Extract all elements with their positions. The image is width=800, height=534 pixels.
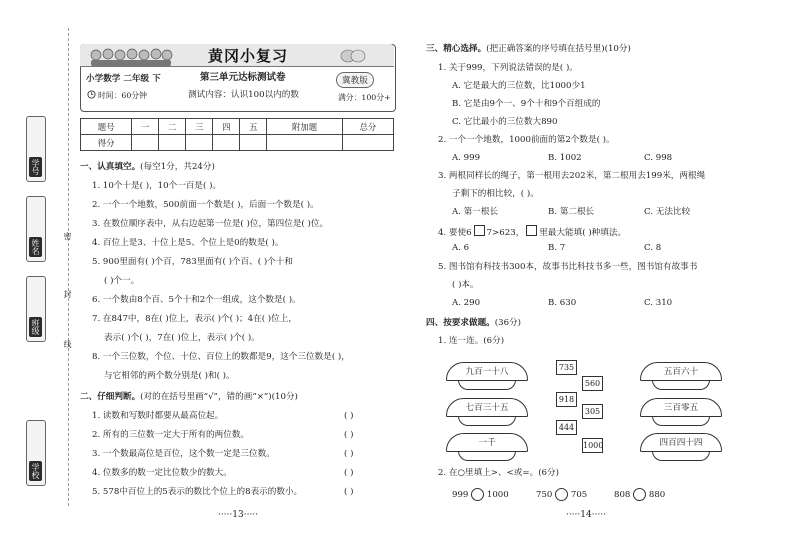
answer-paren[interactable]: ( ) — [344, 449, 354, 459]
digit-box[interactable] — [474, 225, 485, 236]
q4-prefix: 4. 要使6 — [438, 228, 472, 238]
choice-option: C. 998 — [644, 153, 673, 163]
score-header-cell: 题号 — [81, 119, 132, 135]
choice-option: C. 无法比较 — [644, 207, 691, 217]
score-cell[interactable] — [213, 135, 240, 151]
choice-option: B. 它是由9个一、9个十和9个百组成的 — [452, 99, 601, 109]
seal-char: 密 — [63, 232, 72, 240]
number-card[interactable]: 305 — [582, 404, 603, 419]
compare-circle[interactable] — [555, 488, 568, 501]
fill-item: 7. 在847中，8在( )位上，表示( )个( )；4在( )位上， — [92, 314, 297, 324]
connect-question: 1. 连一连。(6分) — [438, 336, 505, 346]
section-3-note: (把正确答案的序号填在括号里)(10分) — [486, 44, 631, 54]
word-card[interactable]: 五百六十 — [640, 362, 722, 381]
judge-item: 3. 一个数最高位是百位，这个数一定是三位数。 — [92, 449, 275, 459]
choice-option: B. 第二根长 — [548, 207, 595, 217]
fill-item-cont: 表示( )个( )，7在( )位上，表示( )个( )。 — [104, 333, 260, 343]
student-id-tab — [26, 116, 46, 182]
word-card[interactable]: 一千 — [446, 433, 528, 452]
school-tab — [26, 420, 46, 486]
judge-item: 2. 所有的三位数一定大于所有的两位数。 — [92, 430, 250, 440]
word-card[interactable]: 七百三十五 — [446, 398, 528, 417]
compare-item — [536, 488, 587, 501]
choice-question-cont: 子剩下的相比较，( )。 — [452, 189, 539, 199]
judge-item: 1. 读数和写数时都要从最高位起。 — [92, 411, 224, 421]
word-card[interactable]: 九百一十八 — [446, 362, 528, 381]
full-score: 满分：100分+ — [338, 93, 391, 102]
compare-question: 2. 在○里填上>、<或=。(6分) — [438, 468, 559, 478]
q4-middle: 7>623， — [486, 228, 525, 238]
choice-option: B. 1002 — [548, 153, 582, 163]
class-tab — [26, 276, 46, 342]
choice-option: A. 第一根长 — [452, 207, 499, 217]
score-header-cell: 五 — [240, 119, 267, 135]
balloon-icon — [338, 49, 368, 65]
fill-item: 4. 百位上是3、十位上是5、个位上是0的数是( )。 — [92, 238, 284, 248]
score-table — [80, 118, 394, 151]
score-header-cell: 四 — [213, 119, 240, 135]
time-label: 时间：60分钟 — [98, 91, 147, 100]
section-3-heading — [426, 44, 631, 55]
subject-label: 小学数学 二年级 下 — [86, 74, 161, 84]
fill-item: 5. 900里面有( )个百，783里面有( )个百、( )个十和 — [92, 257, 293, 267]
judge-item: 4. 位数多的数一定比位数少的数大。 — [92, 468, 232, 478]
fill-item: 1. 10个十是( )，10个一百是( )。 — [92, 181, 222, 191]
version-badge: 冀教版 — [336, 72, 374, 88]
number-card[interactable]: 444 — [556, 420, 577, 435]
choice-question — [438, 225, 626, 239]
compare-right: 1000 — [486, 490, 509, 500]
section-3-title: 三、精心选择。 — [426, 44, 487, 54]
class-label: 班级 — [31, 319, 40, 335]
word-card-base — [458, 380, 516, 390]
number-card[interactable]: 918 — [556, 392, 577, 407]
unit-title: 第三单元达标测试卷 — [200, 72, 286, 83]
page-number-value: 13 — [232, 510, 244, 520]
section-4-title: 四、按要求做题。 — [426, 318, 495, 328]
choice-option: A. 290 — [452, 298, 481, 308]
seal-char: 封 — [63, 290, 72, 298]
compare-right: 880 — [648, 490, 666, 500]
score-header-cell: 一 — [132, 119, 159, 135]
choice-option: B. 630 — [548, 298, 577, 308]
score-cell[interactable] — [132, 135, 159, 151]
word-card[interactable]: 四百四十四 — [640, 433, 722, 452]
score-header-cell: 附加题 — [267, 119, 342, 135]
judge-item: 5. 578中百位上的5表示的数比个位上的8表示的数小。 — [92, 487, 303, 497]
score-header-cell: 总分 — [342, 119, 393, 135]
choice-option: C. 8 — [644, 243, 662, 253]
compare-circle[interactable] — [633, 488, 646, 501]
word-card-base — [652, 380, 710, 390]
choice-option: A. 999 — [452, 153, 481, 163]
fill-item-cont: ( )个一。 — [104, 276, 140, 286]
word-card[interactable]: 三百零五 — [640, 398, 722, 417]
score-header-cell: 三 — [186, 119, 213, 135]
section-2-note: (对的在括号里画“√”，错的画“×”)(10分) — [140, 392, 298, 402]
choice-question: 1. 关于999，下列说法错误的是( )。 — [438, 63, 578, 73]
score-cell[interactable] — [240, 135, 267, 151]
choice-question-cont: ( )本。 — [452, 280, 479, 290]
word-card-base — [458, 451, 516, 461]
compare-left: 750 — [536, 490, 553, 500]
compare-item — [452, 488, 509, 501]
choice-question: 5. 图书馆有科技书300本，故事书比科技书多一些，图书馆有故事书 — [438, 262, 698, 272]
section-1-note: (每空1分，共24分) — [140, 162, 215, 172]
compare-left: 808 — [614, 490, 631, 500]
seal-char: 线 — [63, 340, 72, 348]
score-cell[interactable] — [267, 135, 342, 151]
score-cell[interactable] — [186, 135, 213, 151]
score-cell[interactable] — [342, 135, 393, 151]
choice-option: A. 6 — [452, 243, 470, 253]
word-card-base — [458, 416, 516, 426]
compare-circle[interactable] — [471, 488, 484, 501]
fill-item: 8. 一个三位数，个位、十位、百位上的数都是9，这个三位数是( )， — [92, 352, 350, 362]
name-tab — [26, 196, 46, 262]
choice-option: C. 它比最小的三位数大890 — [452, 117, 558, 127]
fill-item: 3. 在数位顺序表中，从右边起第一位是( )位，第四位是( )位。 — [92, 219, 329, 229]
answer-paren[interactable]: ( ) — [344, 468, 354, 478]
answer-paren[interactable]: ( ) — [344, 430, 354, 440]
choice-option: C. 310 — [644, 298, 673, 308]
choice-option: A. 它是最大的三位数，比1000少1 — [452, 81, 586, 91]
name-label: 姓名 — [31, 239, 40, 255]
section-1-heading — [80, 162, 215, 173]
page-number-left: ·····13····· — [217, 510, 259, 520]
section-1-title: 一、认真填空。 — [80, 162, 141, 172]
brand-title: 黄冈小复习 — [208, 47, 289, 65]
test-content: 测试内容：认识100以内的数 — [188, 90, 299, 100]
fill-item-cont: 与它相邻的两个数分别是( )和( )。 — [104, 371, 235, 381]
score-cell[interactable] — [159, 135, 186, 151]
digit-box[interactable] — [526, 225, 537, 236]
fill-item: 6. 一个数由8个百、5个十和2个一组成，这个数是( )。 — [92, 295, 301, 305]
section-4-heading — [426, 318, 521, 329]
compare-right: 705 — [570, 490, 588, 500]
section-2-heading — [80, 392, 298, 403]
number-card[interactable]: 560 — [582, 376, 603, 391]
score-header-cell: 二 — [159, 119, 186, 135]
choice-question: 3. 两根同样长的绳子，第一根用去202米，第二根用去199米，两根绳 — [438, 171, 706, 181]
number-card[interactable]: 1000 — [582, 438, 603, 453]
kids-illustration — [88, 46, 174, 66]
word-card-base — [652, 451, 710, 461]
q4-suffix: 里最大能填( )种填法。 — [539, 228, 627, 238]
student-id-label: 学号 — [31, 159, 40, 175]
answer-paren[interactable]: ( ) — [344, 487, 354, 497]
page-number-right: ·····14····· — [565, 510, 607, 520]
school-label: 学校 — [31, 463, 40, 479]
number-card[interactable]: 735 — [556, 360, 577, 375]
clock-icon — [87, 90, 96, 99]
word-card-base — [652, 416, 710, 426]
section-2-title: 二、仔细判断。 — [80, 392, 141, 402]
section-4-note: (36分) — [494, 318, 522, 328]
choice-option: B. 7 — [548, 243, 566, 253]
answer-paren[interactable]: ( ) — [344, 411, 354, 421]
compare-item — [614, 488, 665, 501]
choice-question: 2. 一个一个地数，1000前面的第2个数是( )。 — [438, 135, 615, 145]
fill-item: 2. 一个一个地数，500前面一个数是( )，后面一个数是( )。 — [92, 200, 319, 210]
page-number-value: 14 — [580, 510, 592, 520]
score-row-label: 得分 — [81, 135, 132, 151]
compare-left: 999 — [452, 490, 469, 500]
